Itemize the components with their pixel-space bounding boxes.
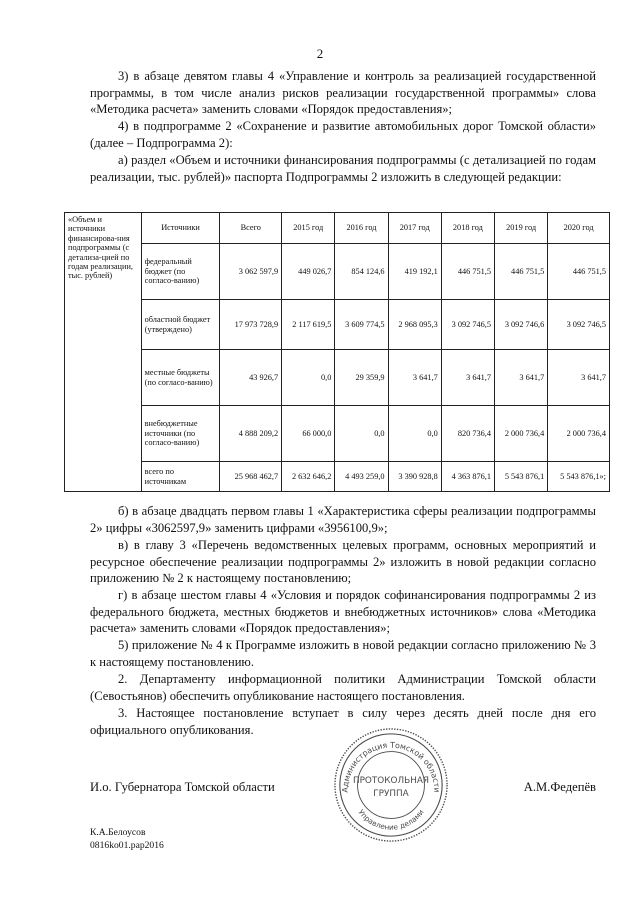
value-cell: 0,0 bbox=[388, 406, 441, 462]
footer-author: К.А.Белоусов bbox=[90, 827, 146, 838]
stamp-outer-text: Администрация Томской области bbox=[340, 740, 442, 793]
paragraph-amend-5: 5) приложение № 4 к Программе изложить в новой редакции согласно приложению № 3 к настоящему постановлению. bbox=[90, 638, 596, 669]
table-row bbox=[65, 406, 610, 462]
value-cell: 446 751,5 bbox=[495, 244, 548, 300]
table-row-label: «Объем и источники финансирова-ния подпрограммы (с детализа-цией по годам реализации, тыс. рублей) bbox=[65, 213, 142, 492]
table-row bbox=[65, 244, 610, 300]
source-cell: областной бюджет (утверждено) bbox=[141, 300, 220, 350]
stamp-bottom-text: Управление делами bbox=[356, 807, 426, 832]
value-cell: 5 543 876,1»; bbox=[548, 462, 610, 492]
source-cell: местные бюджеты (по согласо-ванию) bbox=[141, 350, 220, 406]
table-row bbox=[65, 300, 610, 350]
paragraph-amend-3: 3) в абзаце девятом главы 4 «Управление и контроль за реализацией государственной программы, в том числе анализ рисков реализации государственной программы» слова «Методика расчета» заменить словами «Порядок предоставления»; bbox=[90, 69, 596, 117]
value-cell: 820 736,4 bbox=[441, 406, 494, 462]
value-cell: 3 062 597,9 bbox=[220, 244, 282, 300]
value-cell: 2 000 736,4 bbox=[548, 406, 610, 462]
paragraph-amend-4v: в) в главу 3 «Перечень ведомственных целевых программ, основных мероприятий и ресурсное обеспечение реализации подпрограммы 2» изложить в новой редакции согласно приложению № 2 к настоящему постановлению; bbox=[90, 538, 596, 586]
paragraph-amend-4a: а) раздел «Объем и источники финансирования подпрограммы (с детализацией по годам реализации, тыс. рублей)» паспорта Подпрограммы 2 изложить в следующей редакции: bbox=[90, 153, 596, 184]
value-cell: 4 363 876,1 bbox=[441, 462, 494, 492]
signatory-title: И.о. Губернатора Томской области bbox=[90, 780, 275, 794]
value-cell: 29 359,9 bbox=[335, 350, 388, 406]
value-cell: 419 192,1 bbox=[388, 244, 441, 300]
header-cell: 2016 год bbox=[335, 213, 388, 244]
header-cell: Источники bbox=[141, 213, 220, 244]
table-row-total bbox=[65, 462, 610, 492]
source-cell: федеральный бюджет (по согласо-ванию) bbox=[141, 244, 220, 300]
source-cell: всего по источникам bbox=[141, 462, 220, 492]
table-header-row bbox=[65, 213, 610, 244]
header-cell: 2020 год bbox=[548, 213, 610, 244]
financing-table bbox=[64, 212, 610, 492]
source-cell: внебюджетные источники (по согласо-ванию) bbox=[141, 406, 220, 462]
value-cell: 3 609 774,5 bbox=[335, 300, 388, 350]
value-cell: 4 888 209,2 bbox=[220, 406, 282, 462]
value-cell: 3 641,7 bbox=[388, 350, 441, 406]
value-cell: 3 641,7 bbox=[495, 350, 548, 406]
table-row bbox=[65, 350, 610, 406]
protocol-stamp-icon bbox=[332, 726, 450, 844]
stamp-inner-line1: ПРОТОКОЛЬНАЯ bbox=[352, 776, 430, 787]
value-cell: 3 092 746,5 bbox=[441, 300, 494, 350]
value-cell: 449 026,7 bbox=[282, 244, 335, 300]
header-cell: 2015 год bbox=[282, 213, 335, 244]
paragraph-amend-4g: г) в абзаце шестом главы 4 «Условия и порядок софинансирования подпрограммы 2 из федерального бюджета, местных бюджетов и внебюджетных источников» слова «Методика расчета» заменить словами «Порядок предоставления»; bbox=[90, 588, 596, 636]
header-cell: Всего bbox=[220, 213, 282, 244]
value-cell: 3 092 746,5 bbox=[548, 300, 610, 350]
value-cell: 3 641,7 bbox=[548, 350, 610, 406]
value-cell: 3 390 928,8 bbox=[388, 462, 441, 492]
value-cell: 854 124,6 bbox=[335, 244, 388, 300]
value-cell: 25 968 462,7 bbox=[220, 462, 282, 492]
paragraph-amend-4b: б) в абзаце двадцать первом главы 1 «Характеристика сферы реализации подпрограммы 2» цифры «3062597,9» заменить цифрами «3956100,9»; bbox=[90, 504, 596, 535]
value-cell: 2 968 095,3 bbox=[388, 300, 441, 350]
value-cell: 5 543 876,1 bbox=[495, 462, 548, 492]
value-cell: 446 751,5 bbox=[548, 244, 610, 300]
value-cell: 3 641,7 bbox=[441, 350, 494, 406]
value-cell: 2 117 619,5 bbox=[282, 300, 335, 350]
value-cell: 0,0 bbox=[335, 406, 388, 462]
value-cell: 2 632 646,2 bbox=[282, 462, 335, 492]
value-cell: 446 751,5 bbox=[441, 244, 494, 300]
paragraph-item-3: 3. Настоящее постановление вступает в силу через десять дней после дня его официального опубликования. bbox=[90, 706, 596, 737]
footer bbox=[90, 826, 164, 852]
paragraph-amend-4: 4) в подпрограмме 2 «Сохранение и развитие автомобильных дорог Томской области» (далее – Подпрограмма 2): bbox=[90, 119, 596, 150]
value-cell: 3 092 746,6 bbox=[495, 300, 548, 350]
signatory-name: А.М.Федепёв bbox=[523, 780, 596, 794]
value-cell: 43 926,7 bbox=[220, 350, 282, 406]
header-cell: 2019 год bbox=[495, 213, 548, 244]
stamp-inner-line2: ГРУППА bbox=[373, 788, 409, 799]
value-cell: 0,0 bbox=[282, 350, 335, 406]
page-number: 2 bbox=[316, 46, 324, 61]
value-cell: 17 973 728,9 bbox=[220, 300, 282, 350]
value-cell: 4 493 259,0 bbox=[335, 462, 388, 492]
footer-doc-id: 0816ko01.pap2016 bbox=[90, 840, 164, 851]
header-cell: 2017 год bbox=[388, 213, 441, 244]
header-cell: 2018 год bbox=[441, 213, 494, 244]
value-cell: 2 000 736,4 bbox=[495, 406, 548, 462]
paragraph-item-2: 2. Департаменту информационной политики Администрации Томской области (Севостьянов) обеспечить опубликование настоящего постановления. bbox=[90, 672, 596, 703]
value-cell: 66 000,0 bbox=[282, 406, 335, 462]
